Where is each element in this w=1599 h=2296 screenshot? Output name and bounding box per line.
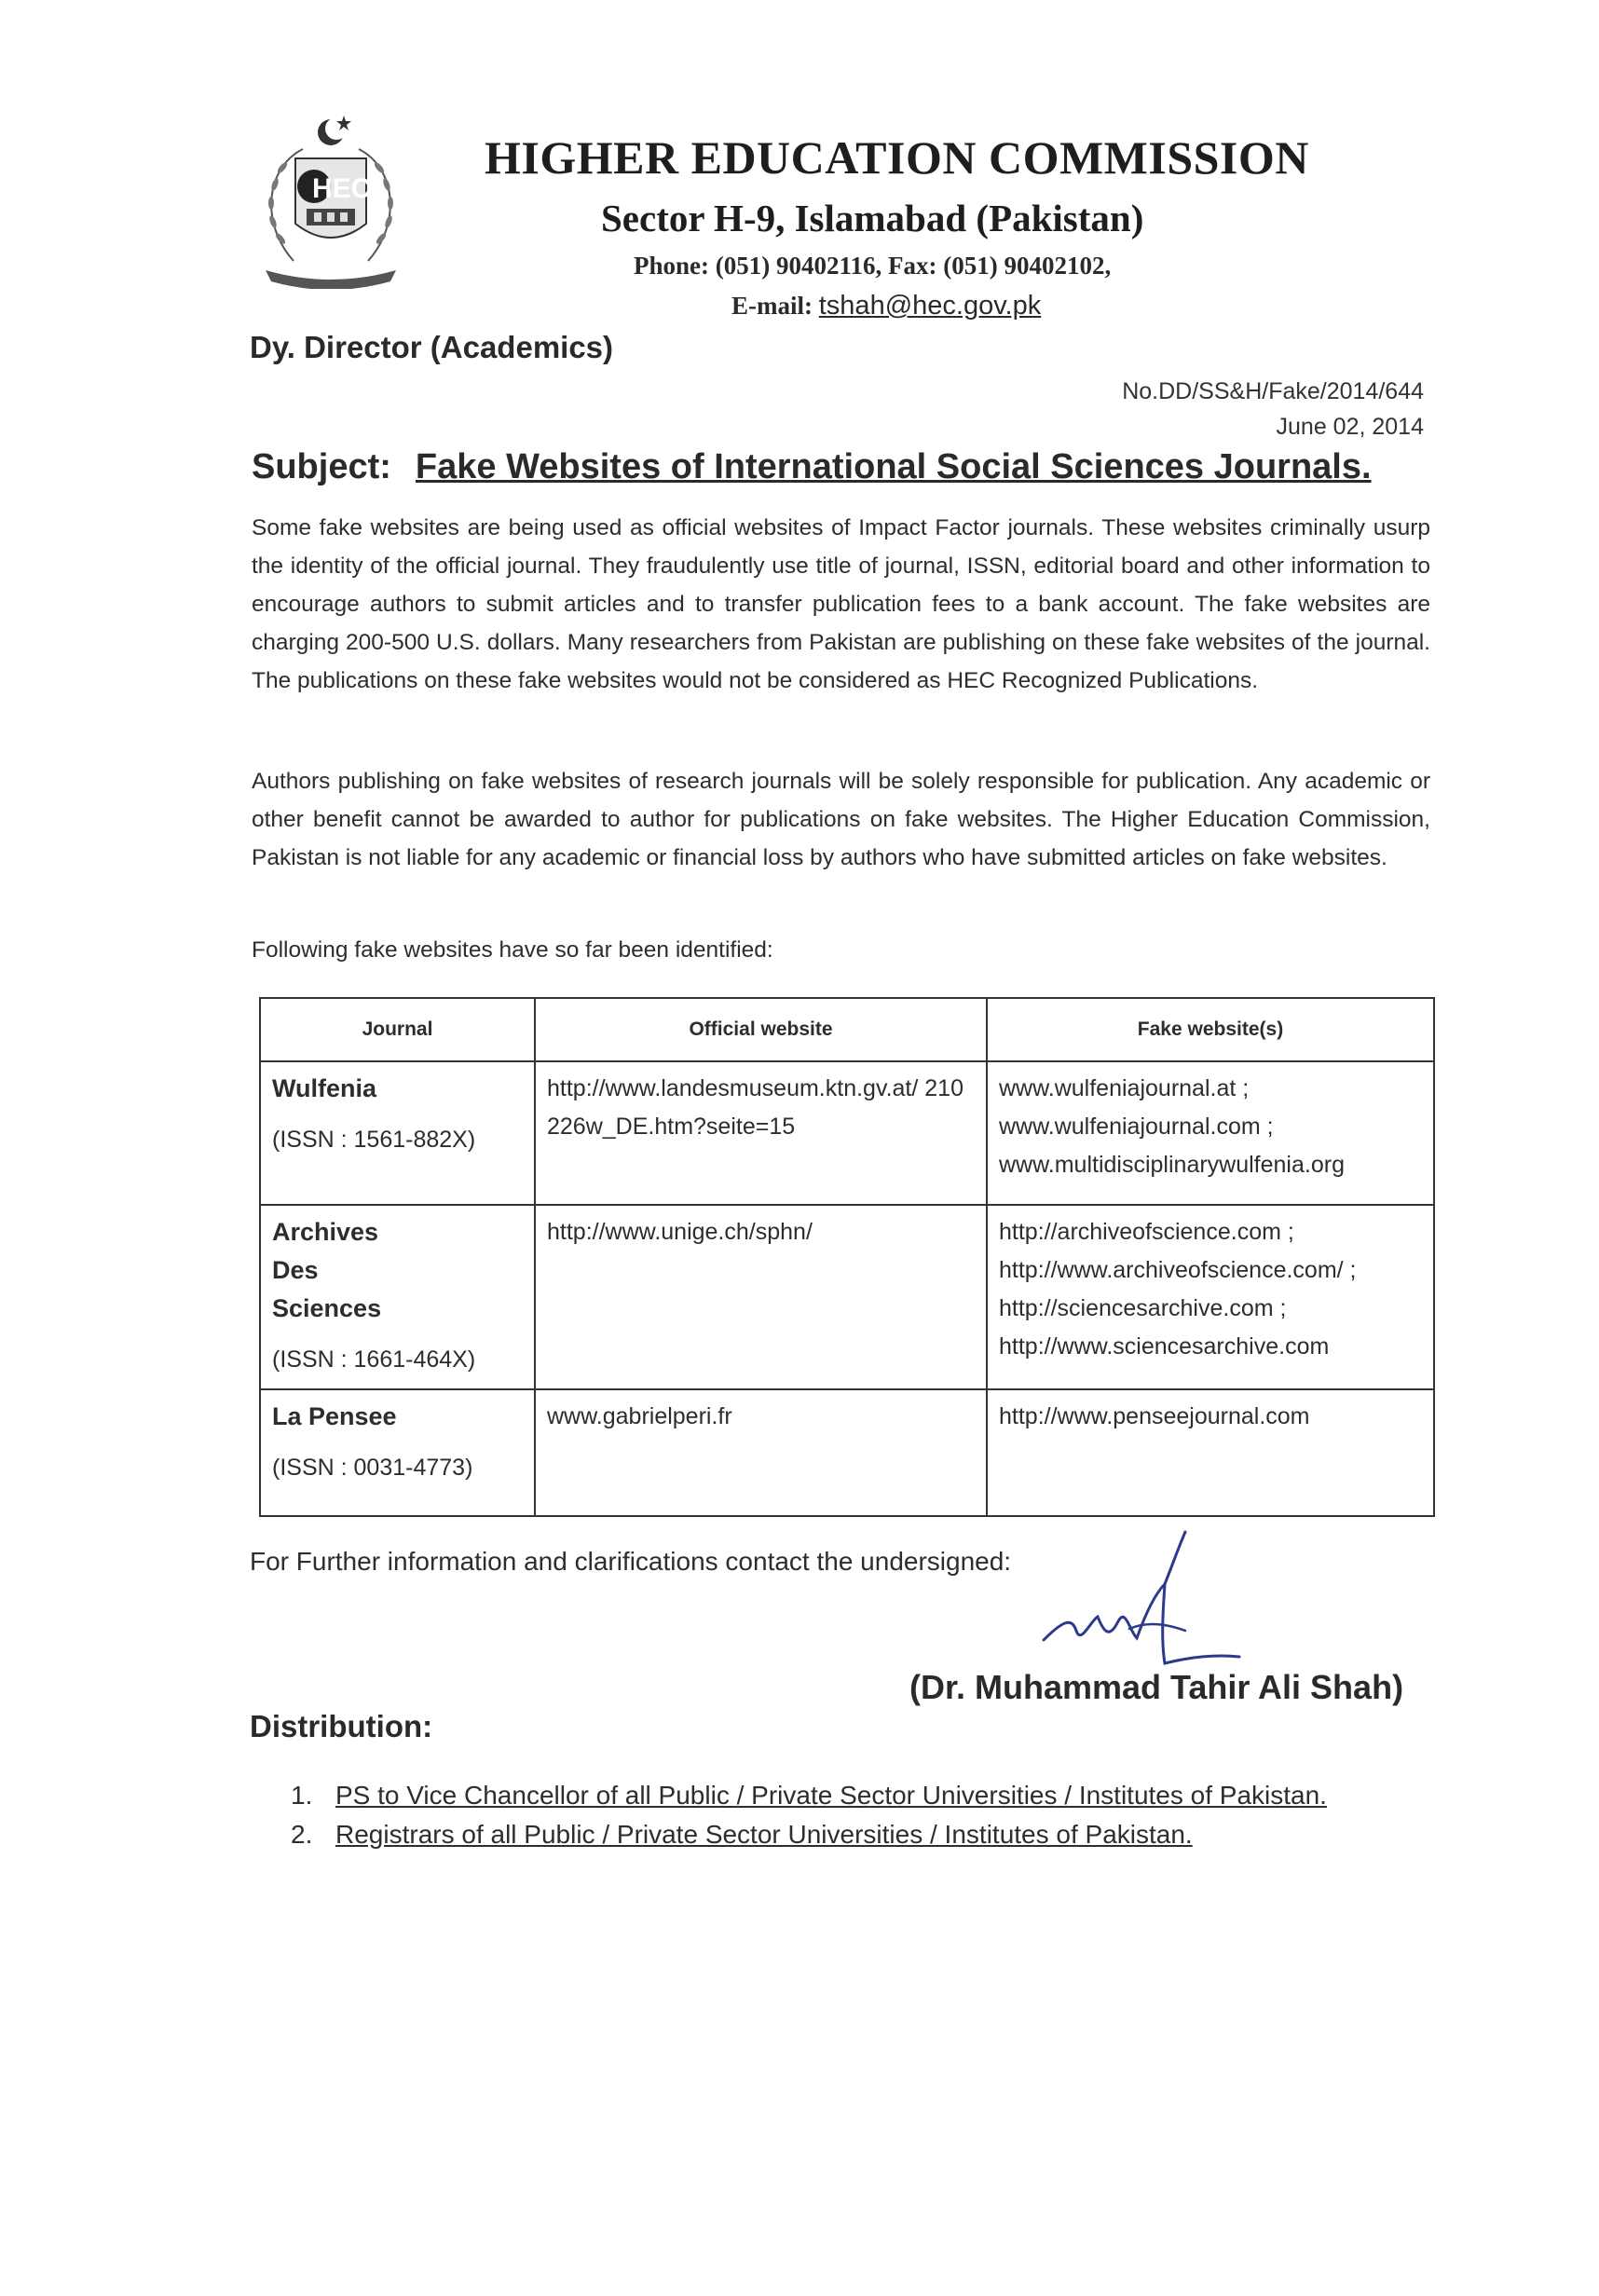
column-header-journal: Journal	[260, 998, 535, 1061]
signatory-name: (Dr. Muhammad Tahir Ali Shah)	[909, 1668, 1404, 1706]
distribution-heading: Distribution:	[250, 1709, 433, 1743]
fake-website-link[interactable]: http://sciencesarchive.com ;	[999, 1295, 1287, 1321]
email-label: E-mail:	[731, 292, 819, 320]
fake-websites-cell	[987, 1389, 1434, 1516]
sender-designation: Dy. Director (Academics)	[250, 330, 614, 364]
fake-website-link[interactable]: www.wulfeniajournal.com ;	[999, 1114, 1274, 1140]
subject-label: Subject:	[252, 447, 391, 486]
fake-website-link[interactable]: http://archiveofscience.com ;	[999, 1219, 1294, 1245]
fake-website-link[interactable]: http://www.sciencesarchive.com	[999, 1333, 1330, 1360]
column-header-fake-websites: Fake website(s)	[987, 998, 1434, 1061]
list-item	[291, 1776, 1327, 1815]
organization-phone-fax: Phone: (051) 90402116, Fax: (051) 90402102,	[634, 252, 1112, 280]
distribution-list	[291, 1776, 1327, 1854]
organization-address: Sector H-9, Islamabad (Pakistan)	[601, 197, 1144, 239]
journal-issn: (ISSN : 0031-4773)	[272, 1455, 473, 1481]
fake-website-link[interactable]: http://www.penseejournal.com	[999, 1403, 1310, 1429]
fake-website-link[interactable]: www.multidisciplinarywulfenia.org	[999, 1152, 1345, 1178]
column-header-official-website: Official website	[535, 998, 987, 1061]
official-website-cell	[535, 1061, 987, 1205]
contact-line: For Further information and clarifications contact the undersigned:	[250, 1547, 1012, 1576]
list-item-number: 2.	[291, 1820, 313, 1849]
journal-name: La Pensee	[272, 1402, 397, 1430]
body-paragraph-1: Some fake websites are being used as official websites of Impact Factor journals. These websites criminally usurp the identity of the official journal. They fraudulently use title of journal, ISSN, editorial board and other information to encourage authors to submit articles and to transfer publication fees to a bank account. The fake websites are charging 200-500 U.S. dollars. Many researchers from Pakistan are publishing on these fake websites of the journal. The publications on these fake websites would not be considered as HEC Recognized Publications.	[252, 515, 1430, 693]
fake-website-link[interactable]: http://www.archiveofscience.com/ ;	[999, 1257, 1357, 1283]
fake-website-link[interactable]: www.wulfeniajournal.at ;	[999, 1075, 1250, 1101]
fake-websites-table	[259, 997, 1435, 1517]
list-item-text: PS to Vice Chancellor of all Public / Private Sector Universities / Institutes of Pakistan.	[335, 1781, 1327, 1810]
official-website-link[interactable]: http://www.unige.ch/sphn/	[547, 1219, 813, 1245]
list-item-number: 1.	[291, 1781, 313, 1810]
journal-name: Wulfenia	[272, 1074, 377, 1102]
table-row	[260, 1061, 1434, 1205]
table-header-row	[260, 998, 1434, 1061]
official-website-link[interactable]: http://www.landesmuseum.ktn.gv.at/ 210226w_DE.htm?seite=15	[547, 1075, 964, 1140]
subject-line	[252, 447, 1372, 487]
table-row	[260, 1389, 1434, 1516]
fake-websites-cell	[987, 1205, 1434, 1389]
reference-number: No.DD/SS&H/Fake/2014/644	[1122, 378, 1424, 404]
journal-name: Archives Des Sciences	[272, 1218, 382, 1322]
official-website-cell	[535, 1389, 987, 1516]
table-row	[260, 1205, 1434, 1389]
table-intro-line: Following fake websites have so far been identified:	[252, 937, 773, 963]
body-paragraph-2: Authors publishing on fake websites of research journals will be solely responsible for publication. Any academic or other benefit cannot be awarded to author for publications on fake websites. The Higher Education Commission, Pakistan is not liable for any academic or financial loss by authors who have submitted articles on fake websites.	[252, 769, 1430, 870]
handwritten-signature	[1025, 1528, 1267, 1687]
journal-issn: (ISSN : 1661-464X)	[272, 1346, 476, 1373]
official-website-cell	[535, 1205, 987, 1389]
journal-cell	[260, 1205, 535, 1389]
hec-emblem-logo	[247, 112, 415, 289]
journal-cell	[260, 1389, 535, 1516]
subject-text: Fake Websites of International Social Sciences Journals.	[415, 447, 1372, 486]
list-item	[291, 1815, 1327, 1854]
journal-issn: (ISSN : 1561-882X)	[272, 1127, 476, 1153]
official-website-link[interactable]: www.gabrielperi.fr	[547, 1403, 732, 1429]
email-link[interactable]: tshah@hec.gov.pk	[818, 291, 1042, 321]
organization-name: HIGHER EDUCATION COMMISSION	[485, 131, 1309, 184]
logo-text: HEC	[312, 173, 372, 204]
letter-date: June 02, 2014	[1276, 414, 1424, 440]
fake-websites-cell	[987, 1061, 1434, 1205]
organization-email-line	[731, 291, 1041, 321]
journal-cell	[260, 1061, 535, 1205]
list-item-text: Registrars of all Public / Private Sector Universities / Institutes of Pakistan.	[335, 1820, 1193, 1849]
